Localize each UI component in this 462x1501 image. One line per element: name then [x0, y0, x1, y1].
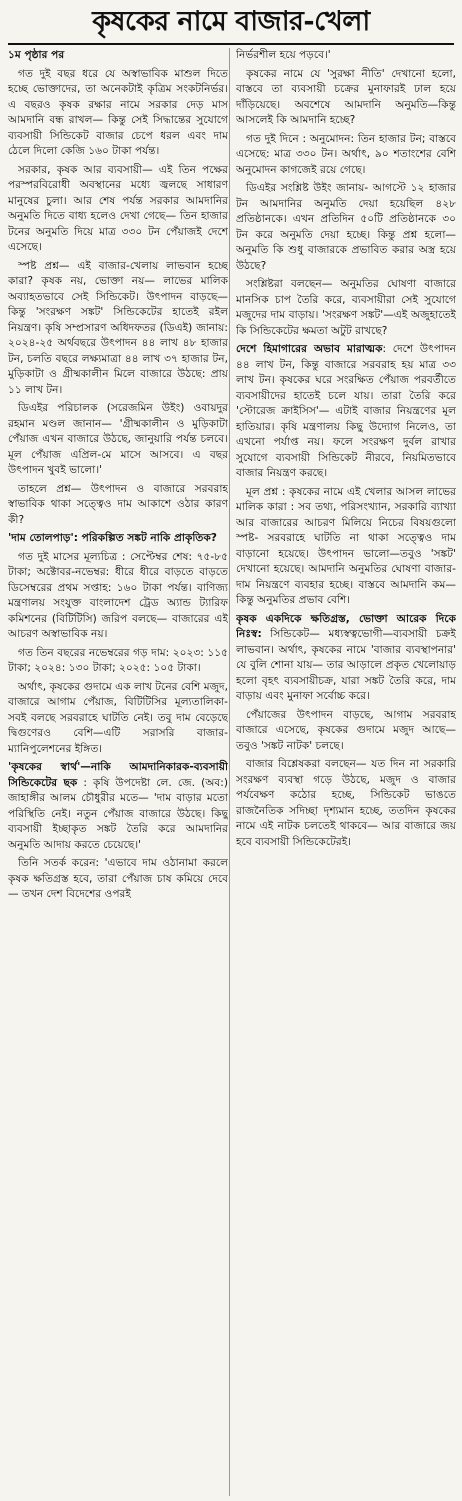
paragraph: স্পষ্ট প্রশ্ন— এই বাজার-খেলায় লাভবান হচ্ছে কারা? কৃষক নয়, ভোক্তা নয়— লাভের মালিক অব্যাহতভাবে সেই সিন্ডিকেট। উৎপাদন বাড়ছে— কিন্তু 'সংরক্ষণ সঙ্কট' সিন্ডিকেটের হাতেই রইল নিয়ন্ত্রণ। কৃষি সম্প্রসারণ অধিদফতর (ডিএই) জানায়: ২০২৪-২৫ অর্থবছরে উৎপাদন ৪৪ লাখ ৪৮ হাজার টন, চলতি বছরে লক্ষ্যমাত্রা ৪৪ লাখ ৩৭ হাজার টন, মুড়িকাটা ও গ্রীষ্মকালীন মিলে বাজারে উঠছে: প্রায় ১১ লাখ টন। — [8, 259, 228, 396]
paragraph — [8, 760, 228, 853]
subheading: 'কৃষকের স্বার্থ'—নাকি আমদানিকারক-ব্যবসায়ী সিন্ডিকেটের ছক — [8, 761, 228, 789]
paragraph: পেঁয়াজের উৎপাদন বাড়ছে, আগাম সরবরাহ বাজারে এসেছে, কৃষকের গুদামে মজুদ আছে— তবুও 'সঙ্কট নাটক' চলছে। — [236, 708, 456, 752]
paragraph: ডিএইর সংশ্লিষ্ট উইং জানায়- আগস্টে ১২ হাজার টন আমদানির অনুমতি দেয়া হয়েছিল ৪২৮ প্রতিষ্ঠানকে। এখন প্রতিদিন ৫০টি প্রতিষ্ঠানকে ৩০ টন করে অনুমতি দেয়া হচ্ছে। কিন্তু প্রশ্ন হলো—অনুমতি কি শুধু বাজারকে প্রভাবিত করার অস্ত্র হয়ে উঠছে? — [236, 182, 456, 272]
paragraph: মূল প্রশ্ন : কৃষকের নামে এই খেলার আসল লাভের মালিক কারা : সব তথ্য, পরিসংখ্যান, সরকারি ব্যাখ্যা আর বাজারের আচরণ মিলিয়ে নিচের বিষয়গুলো স্পষ্ট- সরবরাহে ঘাটতি না থাকা সত্ত্বেও দাম বাড়ানো হয়েছে। উৎপাদন ভালো—তবুও 'সঙ্কট' দেখানো হয়েছে। আমদানি অনুমতির ঘোষণা বাজার-দাম নিয়ন্ত্রণে ব্যবহার হচ্ছে। বাস্তবে আমদানি কম— কিন্তু অনুমতির প্রভাব বেশি। — [236, 485, 456, 606]
paragraph: গত তিন বছরের নভেম্বরের গড় দাম: ২০২৩: ১১৫ টাকা; ২০২৪: ১৩০ টাকা; ২০২৫: ১০৫ টাকা। — [8, 646, 228, 674]
paragraph — [236, 342, 456, 482]
paragraph: গত দুই বছর ধরে যে অস্বাভাবিক মাশুল দিতে হচ্ছে ভোক্তাদের, তা অনেকটাই কৃত্রিম সংকটনির্ভর। এ বছরও কৃষক রক্ষার নামে সরকার দেড় মাস আমদানি বন্ধ রাখল— কিন্তু সেই সিদ্ধান্তের সুযোগে ব্যবসায়ী সিন্ডিকেট বাজার চেপে ধরল এবং দাম ঠেলে দিলো কেজি ১৬০ টাকা পর্যন্ত। — [8, 67, 228, 157]
subheading: কৃষক একদিকে ক্ষতিগ্রস্ত, ভোক্তা আরেক দিকে নিঃস্ব: — [236, 612, 456, 640]
continuation-label: ১ম পৃষ্ঠার পর — [8, 49, 65, 61]
paragraph: সংশ্লিষ্টরা বলছেন— অনুমতির ঘোষণা বাজারে মানসিক চাপ তৈরি করে, ব্যবসায়ীরা সেই সুযোগে মজুদের দাম বাড়ায়। 'সংরক্ষণ সঙ্কট'—এই অজুহাতেই কি সিন্ডিকেটের ক্ষমতা অটুট রাখছে? — [236, 278, 456, 337]
headline: কৃষকের নামে বাজার-খেলা — [92, 6, 370, 37]
paragraph: বাজার বিশ্লেষকরা বলছেন— যত দিন না সরকারি সংরক্ষণ ব্যবস্থা গড়ে উঠছে, মজুদ ও বাজার পর্যবেক্ষণ কঠোর হচ্ছে, সিন্ডিকেট ভাঙতে রাজনৈতিক সদিচ্ছা দৃশ্যমান হচ্ছে, ততদিন কৃষকের নামে এই নাটক চলতেই থাকবে— আর বাজারে জয় হবে ব্যবসায়ী সিন্ডিকেটেরই। — [236, 758, 456, 848]
column-divider — [229, 48, 230, 1496]
paragraph: সরকার, কৃষক আর ব্যবসায়ী— এই তিন পক্ষের পরস্পরবিরোধী অবস্থানের মধ্যে জ্বলছে সাধারণ মানুষের চুলা। আর শেষ পর্যন্ত সরকার আমদানির অনুমতি দিতে বাধ্য হলেও দেখা গেছে— তিন হাজার টনের অনুমতি দিয়ে মাত্র ৩৩০ টন পেঁয়াজই দেশে এসেছে। — [8, 163, 228, 253]
paragraph: অর্থাৎ, কৃষকের গুদামে এক লাখ টনের বেশি মজুদ, বাজারে আগাম পেঁয়াজ, বিটিটিসির মূল্যতালিকা- সবই বলছে সরবরাহে ঘাটতি নেই। তবু দাম বেড়েছে দ্বিগুণেরও বেশি—এটি সরাসরি বাজার-ম্যানিপুলেশনের ইঙ্গিত। — [8, 680, 228, 755]
left-column — [8, 48, 228, 1498]
paragraph: তাহলে প্রশ্ন— উৎপাদন ও বাজারে সরবরাহ স্বাভাবিক থাকা সত্ত্বেও দাম আকাশে ওঠার কারণ কী? — [8, 482, 228, 526]
paragraph — [8, 48, 228, 64]
subheading: 'দাম তোলপাড়': পরিকল্পিত সঙ্কট নাকি প্রাকৃতিক? — [8, 532, 217, 544]
paragraph: ডিএইর পরিচালক (সরেজমিন উইং) ওবায়দুর রহমান মণ্ডল জানান— 'গ্রীষ্মকালীন ও মুড়িকাটা পেঁয়াজ এখন বাজারে উঠছে, জানুয়ারি পর্যন্ত চলবে। মূল পেঁয়াজ এপ্রিল-মে মাসে আসবে। এ বছর উৎপাদন খুবই ভালো।' — [8, 402, 228, 476]
paragraph-text: সিন্ডিকেট— মধ্যস্বত্বভোগী—ব্যবসায়ী চক্রই লাভবান। অর্থাৎ, কৃষকের নামে 'বাজার ব্যবস্থাপনার' যে বুলি শোনা যায়— তার আড়ালে প্রকৃত খেলোয়াড় হলো বৃহৎ ব্যবসায়ীচক্র, যারা সঙ্কট তৈরি করে, দাম বাড়ায় এবং মুনাফা সর্বোচ্চ করে। — [236, 628, 456, 702]
paragraph: গত দুই দিনে : অনুমোদন: তিন হাজার টন; বাস্তবে এসেছে: মাত্র ৩৩০ টন। অর্থাৎ, ৯০ শতাংশের বেশি অনুমোদন কাগজেই রয়ে গেছে। — [236, 132, 456, 176]
subheading: দেশে হিমাগারের অভাব মারাত্মক — [236, 343, 383, 355]
paragraph — [236, 612, 456, 705]
headline-rule — [8, 43, 454, 45]
paragraph-text: : দেশে উৎপাদন ৪৪ লাখ টন, কিন্তু বাজারে সরবরাহ হয় মাত্র ৩৩ লাখ টন। কৃষকের ঘরে সংরক্ষিত পেঁয়াজ পরবর্তীতে ব্যবসায়ীদের হাতেই চলে যায়। তারা তৈরি করে 'স্টোরেজ ক্রাইসিস'— এটাই বাজার নিয়ন্ত্রণের মূল হাতিয়ার। কৃষি মন্ত্রণালয় কিছু উদ্যোগ নিলেও, তা এখনো পর্যাপ্ত নয়। ফলে সংরক্ষণ দুর্বল রাখার সুযোগে ব্যবসায়ী সিন্ডিকেট নীরবে, নিয়মিতভাবে বাজার নিয়ন্ত্রণ করছে। — [236, 343, 456, 479]
right-column — [236, 48, 456, 1498]
paragraph: নির্ভরশীল হয়ে পড়বে।' — [236, 49, 331, 61]
paragraph: তিনি সতর্ক করেন: 'এভাবে দাম ওঠানামা করলে কৃষক ক্ষতিগ্রস্ত হবে, তারা পেঁয়াজ চাষ কমিয়ে দেবে— তখন দেশ বিদেশের ওপরই — [8, 857, 228, 900]
paragraph: কৃষকের নামে যে 'সুরক্ষা নীতি' দেখানো হলো, বাস্তবে তা ব্যবসায়ী চক্রের মুনাফারই ঢাল হয়ে দাঁড়িয়েছে। অবশেষে আমদানি অনুমতি—কিন্তু আসলেই কি আমদানি হচ্ছে? — [236, 67, 456, 126]
paragraph-text: : কৃষি উপদেষ্টা লে. জে. (অব:) জাহাঙ্গীর আলম চৌধুরীর মতে— 'দাম বাড়ার মতো পরিস্থিতি নেই। নতুন পেঁয়াজ বাজারে উঠছে। কিছু ব্যবসায়ী ইচ্ছাকৃত সঙ্কট তৈরি করে আমদানির অনুমতি আদায় করতে চেয়েছে।' — [8, 776, 228, 851]
paragraph: গত দুই মাসের মূল্যচিত্র : সেপ্টেম্বর শেষ: ৭৫-৮৫ টাকা; অক্টোবর-নভেম্বর: ধীরে ধীরে বাড়তে বাড়তে ডিসেম্বরের প্রথম সপ্তাহ: ১৬০ টাকা পর্যন্ত। বাণিজ্য মন্ত্রণালয় সংযুক্ত বাংলাদেশ ট্রেড অ্যান্ড ট্যারিফ কমিশনের (বিটিটিসি) জরিপ বলছে— বাজারের এই আচরণ অস্বাভাবিক নয়। — [8, 550, 228, 640]
